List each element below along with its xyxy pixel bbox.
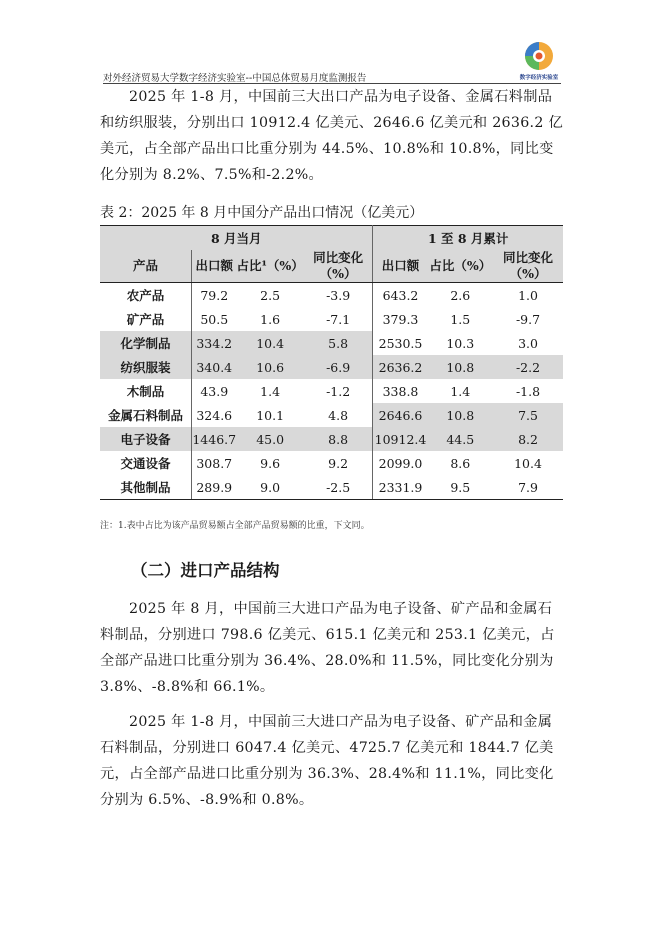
group-ytd-header: 1 至 8 月累计	[373, 226, 563, 251]
value-cell: 79.2	[200, 287, 229, 303]
table-row	[100, 475, 563, 500]
value-cell: -1.8	[515, 383, 541, 399]
value-cell: 43.9	[200, 383, 229, 399]
value-cell: 7.5	[493, 403, 563, 427]
table-group-header	[100, 226, 563, 251]
value-cell: 289.9	[192, 475, 237, 500]
product-name-cell: 交通设备	[100, 451, 192, 475]
value-cell: 2.6	[450, 287, 471, 303]
product-name-cell: 农产品	[100, 283, 192, 308]
product-name-cell: 矿产品	[100, 307, 192, 331]
col-yoy-header: 同比变化 （%）	[304, 250, 373, 283]
value-cell: 2530.5	[378, 335, 423, 351]
header-title: 对外经济贸易大学数字经济实验室--中国总体贸易月度监测报告	[103, 73, 367, 84]
value-cell: 1446.7	[192, 427, 237, 451]
table-row	[100, 355, 563, 379]
table-row	[100, 283, 563, 308]
value-cell: 2331.9	[373, 475, 428, 500]
value-cell: -3.9	[304, 283, 373, 308]
value-cell: 4.8	[304, 403, 373, 427]
product-name-cell: 电子设备	[100, 427, 192, 451]
value-cell: 308.7	[196, 455, 233, 471]
value-cell: 44.5	[428, 427, 493, 451]
value-cell: 1.5	[450, 311, 471, 327]
group-month-header: 8 月当月	[100, 226, 373, 251]
value-cell: 9.5	[428, 475, 493, 500]
value-cell: 8.6	[450, 455, 471, 471]
value-cell: 10912.4	[373, 427, 428, 451]
product-name-cell: 木制品	[100, 379, 192, 403]
value-cell: 5.8	[304, 331, 373, 355]
col-share-header: 占比¹（%）	[236, 250, 303, 283]
value-cell: 379.3	[382, 311, 419, 327]
value-cell: 2636.2	[373, 355, 428, 379]
value-cell: -7.1	[304, 307, 373, 331]
value-cell: 10.1	[256, 407, 285, 423]
value-cell: 50.5	[200, 311, 229, 327]
value-cell: 10.8	[428, 355, 493, 379]
value-cell: 1.4	[450, 383, 471, 399]
value-cell: 2.5	[260, 287, 281, 303]
value-cell: 9.0	[236, 475, 303, 500]
value-cell: 334.2	[192, 331, 237, 355]
value-cell: -2.5	[304, 475, 373, 500]
table-footnote: 注：1.表中占比为该产品贸易额占全部产品贸易额的比重，下文同。	[100, 521, 370, 531]
value-cell: 45.0	[236, 427, 303, 451]
value-cell: 9.2	[304, 451, 373, 475]
value-cell: 9.6	[260, 455, 281, 471]
value-cell: 340.4	[192, 355, 237, 379]
product-name-cell: 化学制品	[100, 331, 192, 355]
product-name-cell: 金属石料制品	[100, 403, 192, 427]
section-title: （二）进口产品结构	[131, 561, 280, 580]
col-export-header: 出口额	[192, 250, 237, 283]
value-cell: 1.6	[260, 311, 281, 327]
value-cell: 10.8	[428, 403, 493, 427]
table-row	[100, 403, 563, 427]
col-product-header: 产品	[100, 250, 192, 283]
value-cell: -2.2	[493, 355, 563, 379]
lab-logo	[514, 40, 564, 84]
value-cell: -9.7	[515, 311, 541, 327]
value-cell: 1.0	[518, 287, 538, 303]
paragraph-import-ytd: 2025 年 1-8 月，中国前三大进口产品为电子设备、矿产品和金属石料制品，分别进口 6047.4 亿美元、4725.7 亿美元和 1844.7 亿美元，占全部产品进口比重分别为 36.3%、28.4%和 11.1%，同比变化分别为 6.5%、-8.9%和 0.8%。	[100, 714, 554, 808]
value-cell: 324.6	[196, 407, 233, 423]
col-yoy-ytd-header: 同比变化 （%）	[493, 250, 563, 283]
value-cell: 8.8	[304, 427, 373, 451]
table-row	[100, 307, 563, 331]
value-cell: 2646.6	[373, 403, 428, 427]
value-cell: -1.2	[304, 379, 373, 403]
table-column-header	[100, 250, 563, 283]
table-row	[100, 427, 563, 451]
value-cell: 10.4	[514, 455, 542, 471]
col-export-ytd-header: 出口额	[373, 250, 428, 283]
value-cell: 10.4	[236, 331, 303, 355]
table-row	[100, 379, 563, 403]
col-share-ytd-header: 占比（%）	[428, 250, 493, 283]
product-name-cell: 纺织服装	[100, 355, 192, 379]
logo-text: 数字经济实验室	[519, 75, 559, 81]
export-by-product-table	[100, 225, 563, 500]
value-cell: 7.9	[493, 475, 563, 500]
table-caption: 表 2：2025 年 8 月中国分产品出口情况（亿美元）	[100, 205, 424, 221]
paragraph-import-month: 2025 年 8 月，中国前三大进口产品为电子设备、矿产品和金属石料制品，分别进口 798.6 亿美元、615.1 亿美元和 253.1 亿美元，占全部产品进口比重分别为 36.4%、28.0%和 11.5%，同比变化分别为 3.8%、-8.8%和 66.1%。	[100, 601, 555, 695]
value-cell: 8.2	[493, 427, 563, 451]
paragraph-export-ytd: 2025 年 1-8 月，中国前三大出口产品为电子设备、金属石料制品和纺织服装，分别出口 10912.4 亿美元、2646.6 亿美元和 2636.2 亿美元，占全部产品出口比重分别为 44.5%、10.8%和 10.8%，同比变化分别为 8.2%、7.5%和-2.2%。	[100, 89, 563, 183]
value-cell: 10.6	[236, 355, 303, 379]
value-cell: 643.2	[382, 287, 419, 303]
value-cell: 1.4	[260, 383, 281, 399]
value-cell: 2099.0	[378, 455, 423, 471]
value-cell: 10.3	[446, 335, 475, 351]
value-cell: 338.8	[382, 383, 419, 399]
product-name-cell: 其他制品	[100, 475, 192, 500]
value-cell: -6.9	[304, 355, 373, 379]
table-row	[100, 331, 563, 355]
page-header	[103, 64, 563, 84]
value-cell: 3.0	[518, 335, 538, 351]
table-row	[100, 451, 563, 475]
globe-logo-icon	[514, 40, 564, 74]
